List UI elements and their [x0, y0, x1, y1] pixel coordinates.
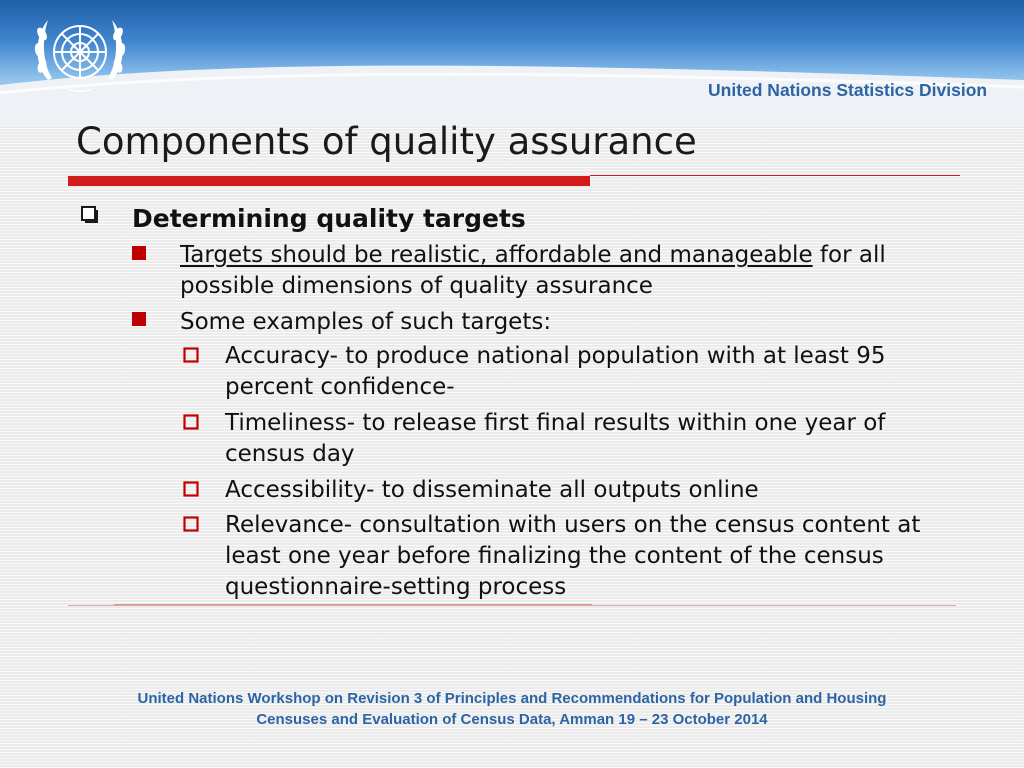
- square-bullet-icon: [132, 312, 146, 326]
- hollow-square-bullet-icon: [183, 481, 199, 497]
- example-timeliness-line2: census day: [225, 441, 355, 467]
- organization-name: United Nations Statistics Division: [708, 80, 988, 100]
- content-divider: [68, 605, 956, 606]
- bullet-examples: Some examples of such targets:: [180, 309, 552, 335]
- example-relevance-line1: Relevance- consultation with users on the census content at: [225, 512, 921, 538]
- example-relevance-line2: least one year before finalizing the content of the census: [225, 543, 884, 569]
- bullet-targets-line1: [180, 242, 886, 268]
- hollow-square-bullet-icon: [183, 516, 199, 532]
- bullet-targets-line2: possible dimensions of quality assurance: [180, 273, 653, 299]
- example-timeliness-line1: Timeliness- to release first final results within one year of: [225, 410, 886, 436]
- footer-line1: United Nations Workshop on Revision 3 of Principles and Recommendations for Population and Housing: [137, 690, 887, 707]
- slide-title: Components of quality assurance: [76, 120, 697, 163]
- content-divider-accent: [114, 604, 592, 605]
- example-accessibility: Accessibility- to disseminate all outputs online: [225, 477, 759, 503]
- hollow-square-bullet-icon: [183, 414, 199, 430]
- un-emblem-icon: [28, 10, 132, 98]
- hollow-square-bullet-icon: [183, 347, 199, 363]
- example-relevance-line3: questionnaire-setting process: [225, 574, 567, 600]
- checkbox-bullet-icon: [80, 205, 100, 225]
- footer-line2: Censuses and Evaluation of Census Data, Amman 19 – 23 October 2014: [256, 711, 768, 728]
- example-accuracy-line1: Accuracy- to produce national population with at least 95: [225, 343, 886, 369]
- title-underline-thick: [68, 176, 590, 186]
- square-bullet-icon: [132, 246, 146, 260]
- example-accuracy-line2: percent confidence-: [225, 374, 455, 400]
- title-underline-thin: [590, 175, 960, 176]
- bullet-targets-underlined: Targets should be realistic, affordable and manageable: [180, 242, 813, 268]
- section-heading: Determining quality targets: [132, 204, 526, 233]
- bullet-targets-rest: for all: [812, 242, 886, 268]
